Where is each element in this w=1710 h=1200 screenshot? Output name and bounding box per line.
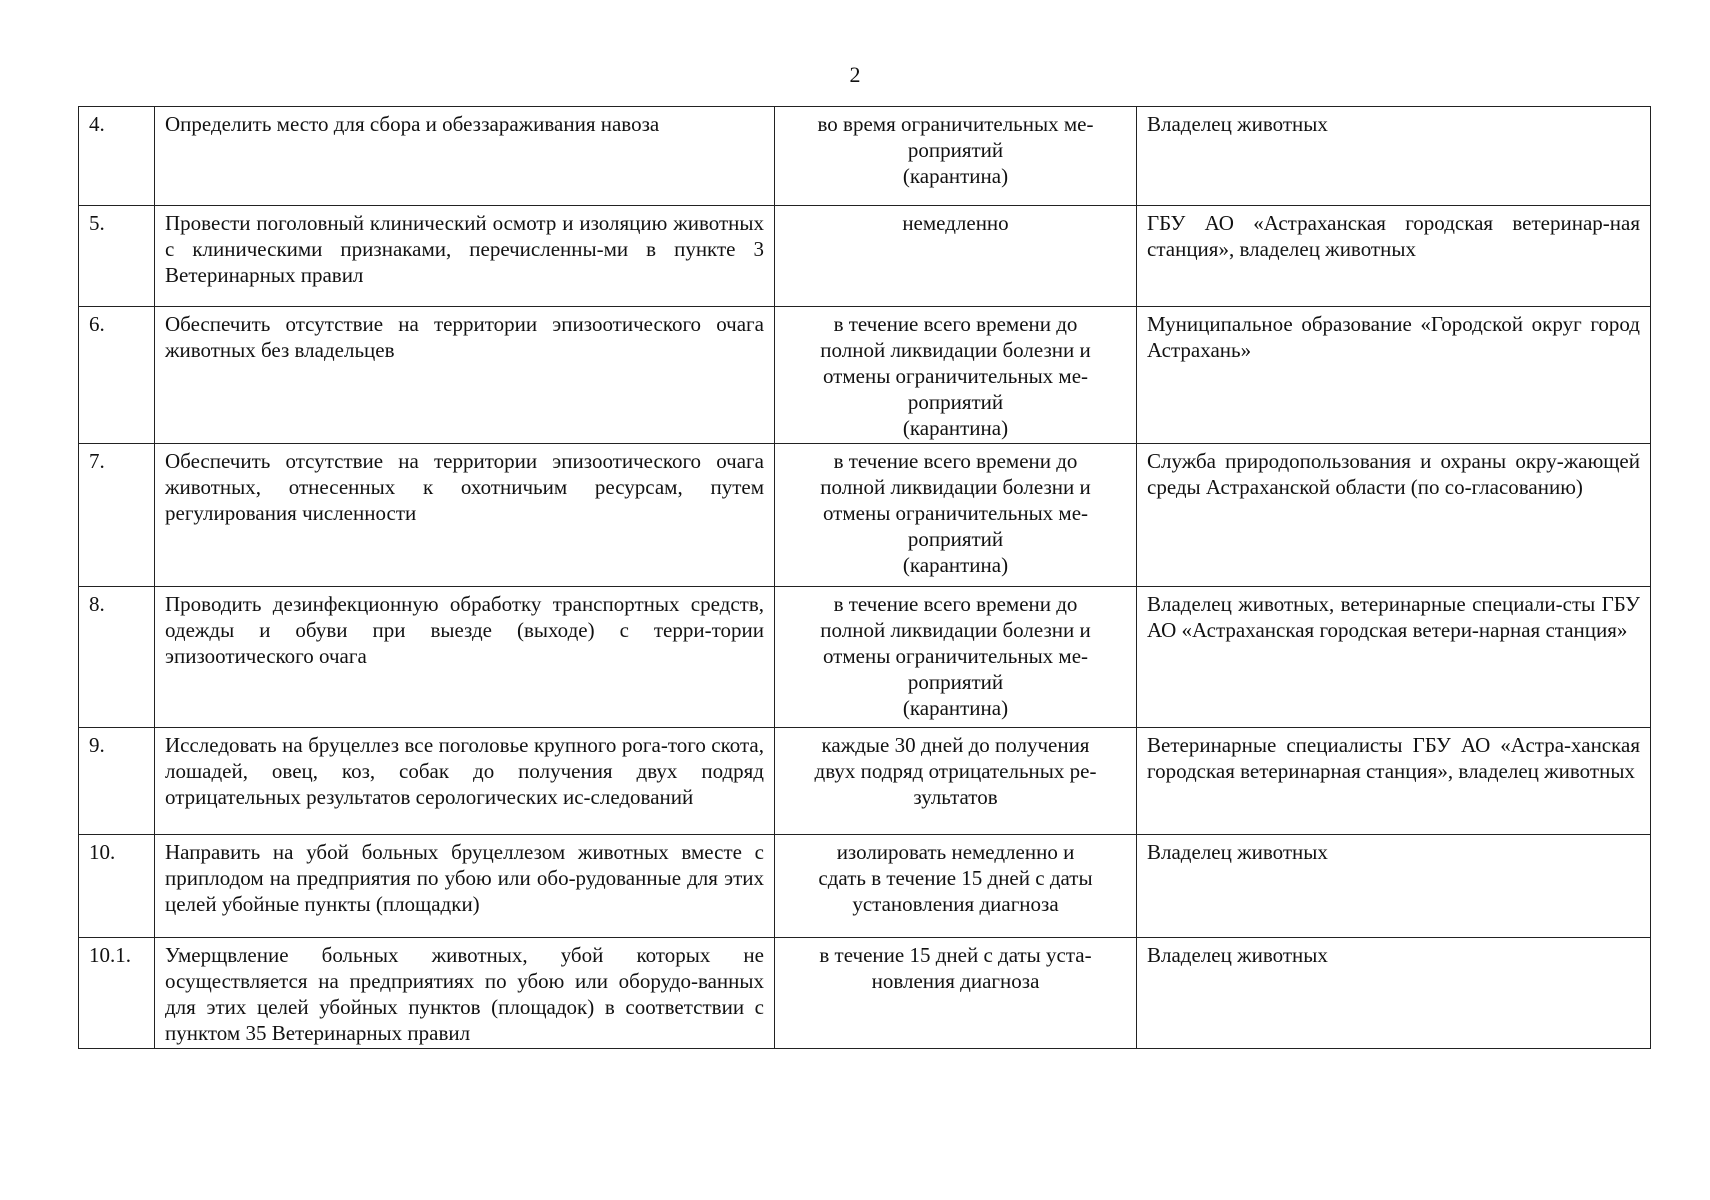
item-number: 9. (79, 728, 155, 835)
table-row (79, 107, 1651, 206)
responsible-text: Ветеринарные специалисты ГБУ АО «Астра-ханская городская ветеринарная станция», владелец животных (1137, 728, 1651, 835)
term-text: в течение всего времени до полной ликвидации болезни и отмены ограничительных ме- роприятий (карантина) (775, 587, 1137, 728)
item-number: 6. (79, 307, 155, 444)
term-text: во время ограничительных ме- роприятий (карантина) (775, 107, 1137, 206)
action-text: Провести поголовный клинический осмотр и изоляцию животных с клиническими признаками, перечисленны-ми в пункте 3 Ветеринарных правил (155, 206, 775, 307)
responsible-text: Муниципальное образование «Городской округ город Астрахань» (1137, 307, 1651, 444)
item-number: 10.1. (79, 938, 155, 1049)
action-text: Умерщвление больных животных, убой которых не осуществляется на предприятиях по убою или оборудо-ванных для этих целей убойных пунктов (площадок) в соответствии с пунктом 35 Ветеринарных правил (155, 938, 775, 1049)
term-text: в течение всего времени до полной ликвидации болезни и отмены ограничительных ме- роприятий (карантина) (775, 307, 1137, 444)
table-row (79, 206, 1651, 307)
item-number: 7. (79, 444, 155, 587)
term-text: в течение 15 дней с даты уста- новления диагноза (775, 938, 1137, 1049)
action-text: Обеспечить отсутствие на территории эпизоотического очага животных, отнесенных к охотничьим ресурсам, путем регулирования численности (155, 444, 775, 587)
action-text: Направить на убой больных бруцеллезом животных вместе с приплодом на предприятия по убою или обо-рудованные для этих целей убойные пункты (площадки) (155, 835, 775, 938)
table-row (79, 307, 1651, 444)
responsible-text: Владелец животных (1137, 938, 1651, 1049)
table-row (79, 587, 1651, 728)
term-text: в течение всего времени до полной ликвидации болезни и отмены ограничительных ме- роприятий (карантина) (775, 444, 1137, 587)
action-text: Проводить дезинфекционную обработку транспортных средств, одежды и обуви при выезде (выходе) с терри-тории эпизоотического очага (155, 587, 775, 728)
item-number: 8. (79, 587, 155, 728)
term-text: немедленно (775, 206, 1137, 307)
item-number: 4. (79, 107, 155, 206)
table-row (79, 835, 1651, 938)
table-row (79, 444, 1651, 587)
responsible-text: Владелец животных (1137, 107, 1651, 206)
term-text: каждые 30 дней до получения двух подряд отрицательных ре- зультатов (775, 728, 1137, 835)
item-number: 5. (79, 206, 155, 307)
term-text: изолировать немедленно и сдать в течение 15 дней с даты установления диагноза (775, 835, 1137, 938)
action-text: Обеспечить отсутствие на территории эпизоотического очага животных без владельцев (155, 307, 775, 444)
responsible-text: ГБУ АО «Астраханская городская ветеринар-ная станция», владелец животных (1137, 206, 1651, 307)
measures-table (78, 106, 1651, 1049)
table-row (79, 728, 1651, 835)
table-row (79, 938, 1651, 1049)
responsible-text: Служба природопользования и охраны окру-жающей среды Астраханской области (по со-гласованию) (1137, 444, 1651, 587)
action-text: Исследовать на бруцеллез все поголовье крупного рога-того скота, лошадей, овец, коз, собак до получения двух подряд отрицательных результатов серологических ис-следований (155, 728, 775, 835)
responsible-text: Владелец животных, ветеринарные специали-сты ГБУ АО «Астраханская городская ветери-нарная станция» (1137, 587, 1651, 728)
page-number: 2 (849, 62, 861, 87)
item-number: 10. (79, 835, 155, 938)
responsible-text: Владелец животных (1137, 835, 1651, 938)
action-text: Определить место для сбора и обеззараживания навоза (155, 107, 775, 206)
